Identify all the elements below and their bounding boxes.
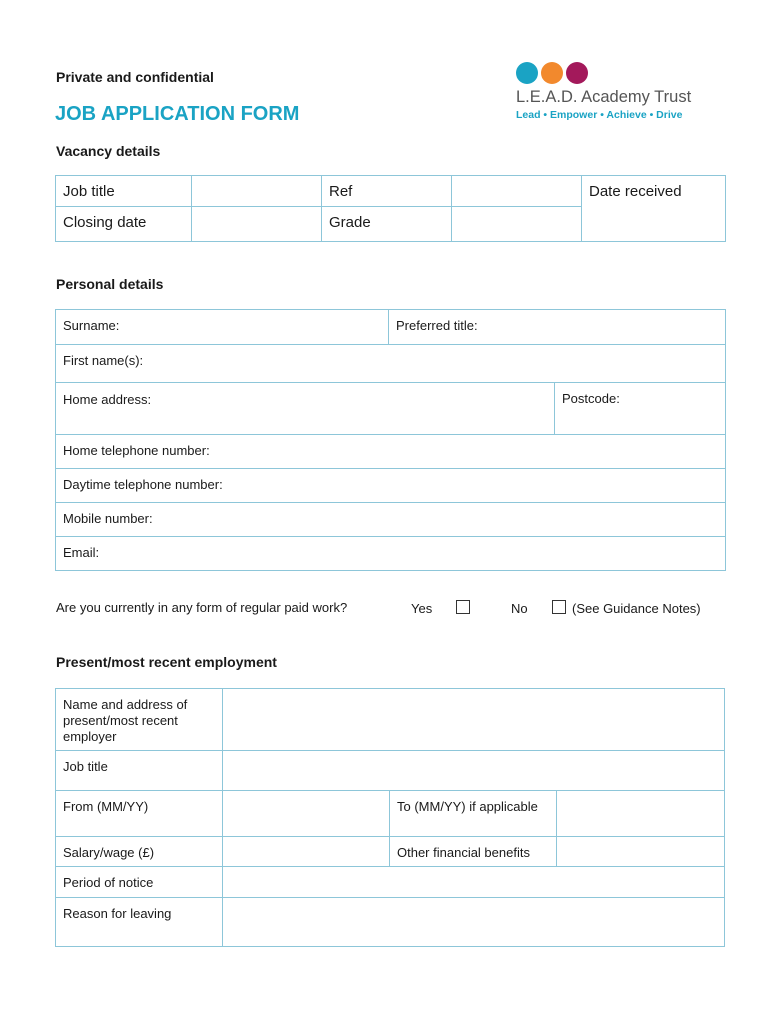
no-label: No (511, 601, 528, 616)
paid-work-question: Are you currently in any form of regular paid work? (56, 600, 348, 615)
home-phone-field[interactable] (56, 435, 726, 469)
date-received-label: Date received (589, 183, 682, 200)
mobile-label: Mobile number: (63, 511, 153, 526)
yes-checkbox[interactable] (456, 600, 470, 614)
preferred-title-label: Preferred title: (396, 318, 478, 333)
logo-dot-orange (541, 62, 563, 84)
logo-tagline: Lead • Empower • Achieve • Drive (516, 109, 683, 121)
no-checkbox[interactable] (552, 600, 566, 614)
preferred-title-field[interactable] (389, 310, 726, 345)
first-names-label: First name(s): (63, 353, 144, 368)
postcode-field[interactable] (555, 383, 726, 435)
salary-field[interactable] (223, 837, 390, 867)
home-phone-label: Home telephone number: (63, 443, 210, 458)
email-field[interactable] (56, 537, 726, 571)
vacancy-table (55, 175, 726, 242)
logo-dot-purple (566, 62, 588, 84)
confidential-label: Private and confidential (56, 69, 214, 85)
grade-label: Grade (322, 207, 452, 242)
employment-table (55, 688, 725, 947)
to-label: To (MM/YY) if applicable (390, 791, 557, 837)
daytime-phone-label: Daytime telephone number: (63, 477, 223, 492)
home-address-field[interactable] (56, 383, 555, 435)
grade-field[interactable] (452, 207, 582, 242)
benefits-field[interactable] (557, 837, 725, 867)
emp-job-title-label: Job title (56, 751, 223, 791)
academy-logo (510, 60, 710, 130)
job-title-field[interactable] (192, 176, 322, 207)
benefits-label: Other financial benefits (390, 837, 557, 867)
yes-label: Yes (411, 601, 433, 616)
notice-label: Period of notice (56, 867, 223, 898)
from-label: From (MM/YY) (56, 791, 223, 837)
job-title-label: Job title (56, 176, 192, 207)
personal-table (55, 309, 726, 571)
daytime-phone-field[interactable] (56, 469, 726, 503)
email-label: Email: (63, 545, 100, 560)
ref-label: Ref (322, 176, 452, 207)
mobile-field[interactable] (56, 503, 726, 537)
reason-field[interactable] (223, 898, 725, 947)
logo-dot-blue (516, 62, 538, 84)
logo-name: L.E.A.D. Academy Trust (516, 88, 692, 106)
ref-field[interactable] (452, 176, 582, 207)
reason-label: Reason for leaving (56, 898, 223, 947)
emp-job-title-field[interactable] (223, 751, 725, 791)
closing-date-label: Closing date (56, 207, 192, 242)
closing-date-field[interactable] (192, 207, 322, 242)
to-field[interactable] (557, 791, 725, 837)
employment-heading: Present/most recent employment (56, 654, 277, 670)
date-received-cell[interactable] (582, 176, 726, 242)
salary-label: Salary/wage (£) (56, 837, 223, 867)
first-names-field[interactable] (56, 345, 726, 383)
employer-field[interactable] (223, 689, 725, 751)
page-title: JOB APPLICATION FORM (55, 103, 300, 125)
personal-heading: Personal details (56, 276, 164, 292)
surname-label: Surname: (63, 318, 120, 333)
surname-field[interactable] (56, 310, 389, 345)
guidance-note: (See Guidance Notes) (572, 601, 701, 616)
home-address-label: Home address: (63, 392, 152, 407)
from-field[interactable] (223, 791, 390, 837)
vacancy-heading: Vacancy details (56, 143, 161, 159)
postcode-label: Postcode: (562, 391, 620, 406)
notice-field[interactable] (223, 867, 725, 898)
employer-label: Name and address of present/most recent employer (56, 689, 223, 751)
